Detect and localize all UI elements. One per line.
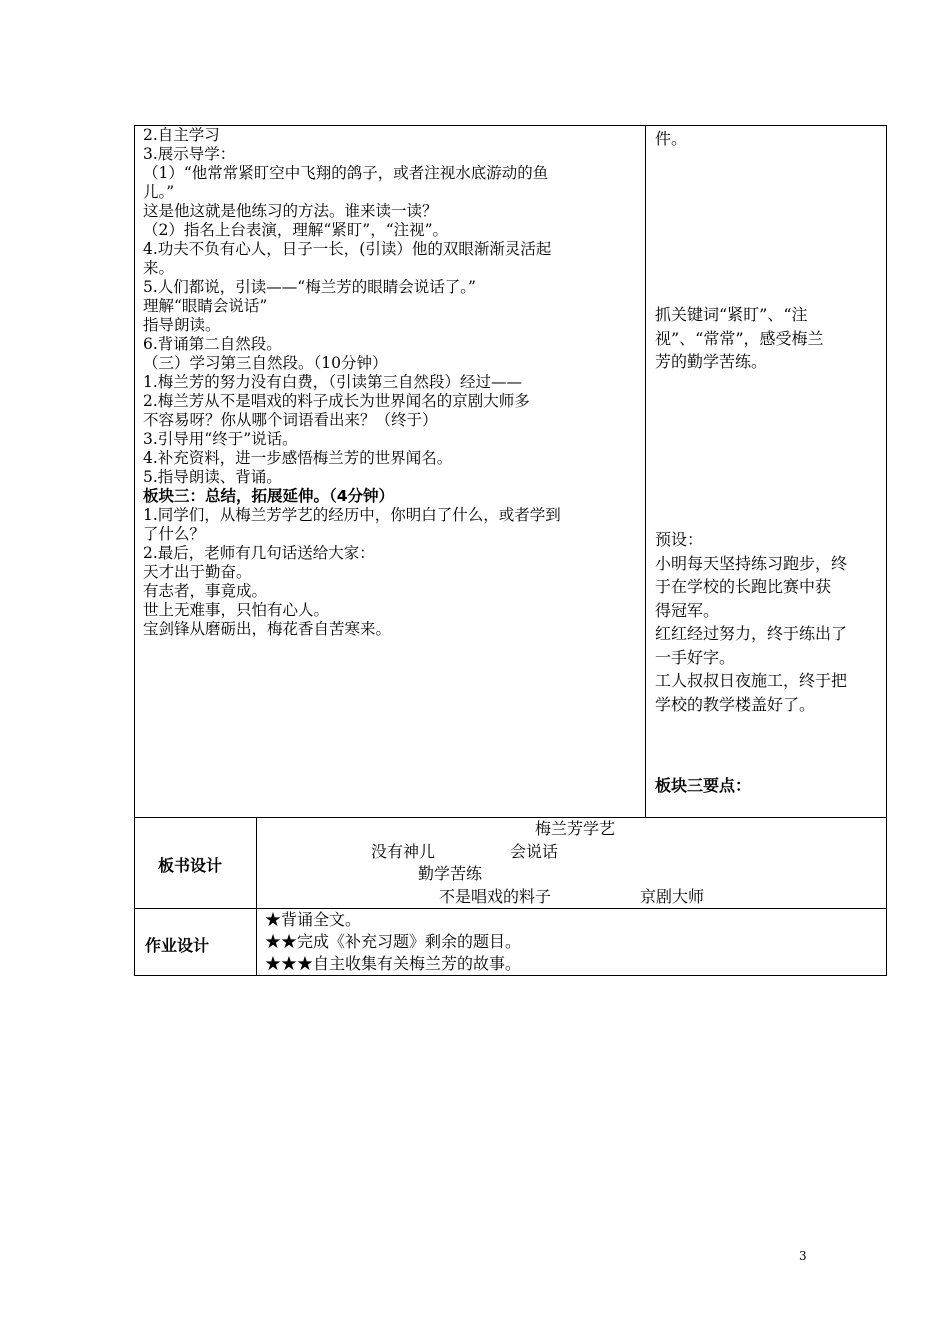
process-line: 了什么？ — [143, 525, 206, 543]
side-note-top — [655, 127, 883, 151]
process-line: 5.人们都说，引读——“梅兰芳的眼睛会说话了。” — [143, 278, 476, 296]
process-line: 世上无难事，只怕有心人。 — [143, 601, 330, 619]
process-line: 这是他这就是他练习的方法。谁来读一读？ — [143, 202, 438, 220]
process-line: 不容易呀？你从哪个词语看出来？（终于） — [143, 411, 438, 429]
side-note-line: 板块三要点： — [655, 776, 752, 795]
process-line: 2.最后，老师有几句话送给大家： — [143, 544, 375, 562]
page-number: 3 — [799, 1249, 807, 1263]
homework-item: ★★完成《补充习题》剩余的题目。 — [265, 932, 522, 951]
table-divider — [256, 817, 257, 976]
process-line: 1.梅兰芳的努力没有白费，（引读第三自然段）经过—— — [143, 373, 523, 391]
process-line: 2.梅兰芳从不是唱戏的料子成长为世界闻名的京剧大师多 — [143, 392, 530, 410]
board-item: 不是唱戏的料子 — [439, 887, 552, 906]
process-line: 来。 — [143, 259, 175, 277]
side-note-line: 学校的教学楼盖好了。 — [655, 694, 816, 714]
side-note-line: 小明每天坚持练习跑步，终 — [655, 553, 848, 573]
process-line: 3.引导用“终于”说话。 — [143, 430, 298, 448]
homework-label: 作业设计 — [145, 936, 210, 955]
process-line: 宝剑锋从磨砺出，梅花香自苦寒来。 — [143, 620, 392, 638]
process-line: （2）指名上台表演，理解“紧盯”，“注视”。 — [143, 221, 449, 239]
table-divider — [134, 817, 887, 818]
side-note-preset — [655, 528, 883, 716]
table-divider — [645, 125, 646, 818]
process-line: 理解“眼睛会说话” — [143, 297, 268, 315]
process-line: 1.同学们，从梅兰芳学艺的经历中，你明白了什么，或者学到 — [143, 506, 561, 524]
board-item: 会说话 — [510, 842, 559, 861]
board-item: 京剧大师 — [640, 887, 705, 906]
side-note-line: 得冠军。 — [655, 600, 720, 620]
process-line: 儿。” — [143, 183, 175, 201]
side-note-line: 件。 — [655, 129, 688, 148]
side-note-line: 红红经过努力，终于练出了 — [655, 624, 848, 643]
board-item: 勤学苦练 — [418, 864, 483, 883]
process-line: 天才出于勤奋。 — [143, 563, 252, 581]
side-note-line: 视”、“常常”，感受梅兰 — [655, 328, 824, 348]
process-line: （1）“他常常紧盯空中飞翔的鸽子，或者注视水底游动的鱼 — [143, 164, 549, 182]
process-line: 3.展示导学： — [143, 145, 236, 163]
side-note-keywords — [655, 303, 883, 374]
side-note-line: 一手好字。 — [655, 647, 736, 667]
board-title: 梅兰芳学艺 — [535, 819, 616, 838]
side-note-line: 预设： — [655, 530, 704, 549]
side-note-line: 芳的勤学苦练。 — [655, 352, 768, 371]
process-line: 指导朗读。 — [143, 316, 221, 334]
table-divider — [134, 908, 887, 909]
process-line: 4.功夫不负有心人，日子一长，(引读）他的双眼渐渐灵活起 — [143, 240, 552, 258]
side-note-summary — [655, 774, 883, 798]
process-line: 2.自主学习 — [143, 126, 220, 144]
section-heading: 板块三：总结，拓展延伸。（4分钟） — [143, 487, 395, 505]
process-line: 4.补充资料，进一步感悟梅兰芳的世界闻名。 — [143, 449, 453, 467]
process-line: 6.背诵第二自然段。 — [143, 335, 282, 353]
side-note-line: 抓关键词“紧盯”、“注 — [655, 305, 808, 324]
homework-item: ★★★自主收集有关梅兰芳的故事。 — [265, 954, 522, 973]
side-note-line: 于在学校的长跑比赛中获 — [655, 577, 832, 596]
board-item: 没有神儿 — [371, 842, 436, 861]
process-line: 5.指导朗读、背诵。 — [143, 468, 282, 486]
process-line: （三）学习第三自然段。（10分钟） — [143, 354, 388, 372]
board-design-label: 板书设计 — [158, 856, 223, 875]
side-note-line: 工人叔叔日夜施工，终于把 — [655, 671, 848, 690]
teaching-process-cell — [143, 126, 641, 639]
homework-item: ★背诵全文。 — [265, 910, 362, 929]
process-line: 有志者，事竟成。 — [143, 582, 268, 600]
